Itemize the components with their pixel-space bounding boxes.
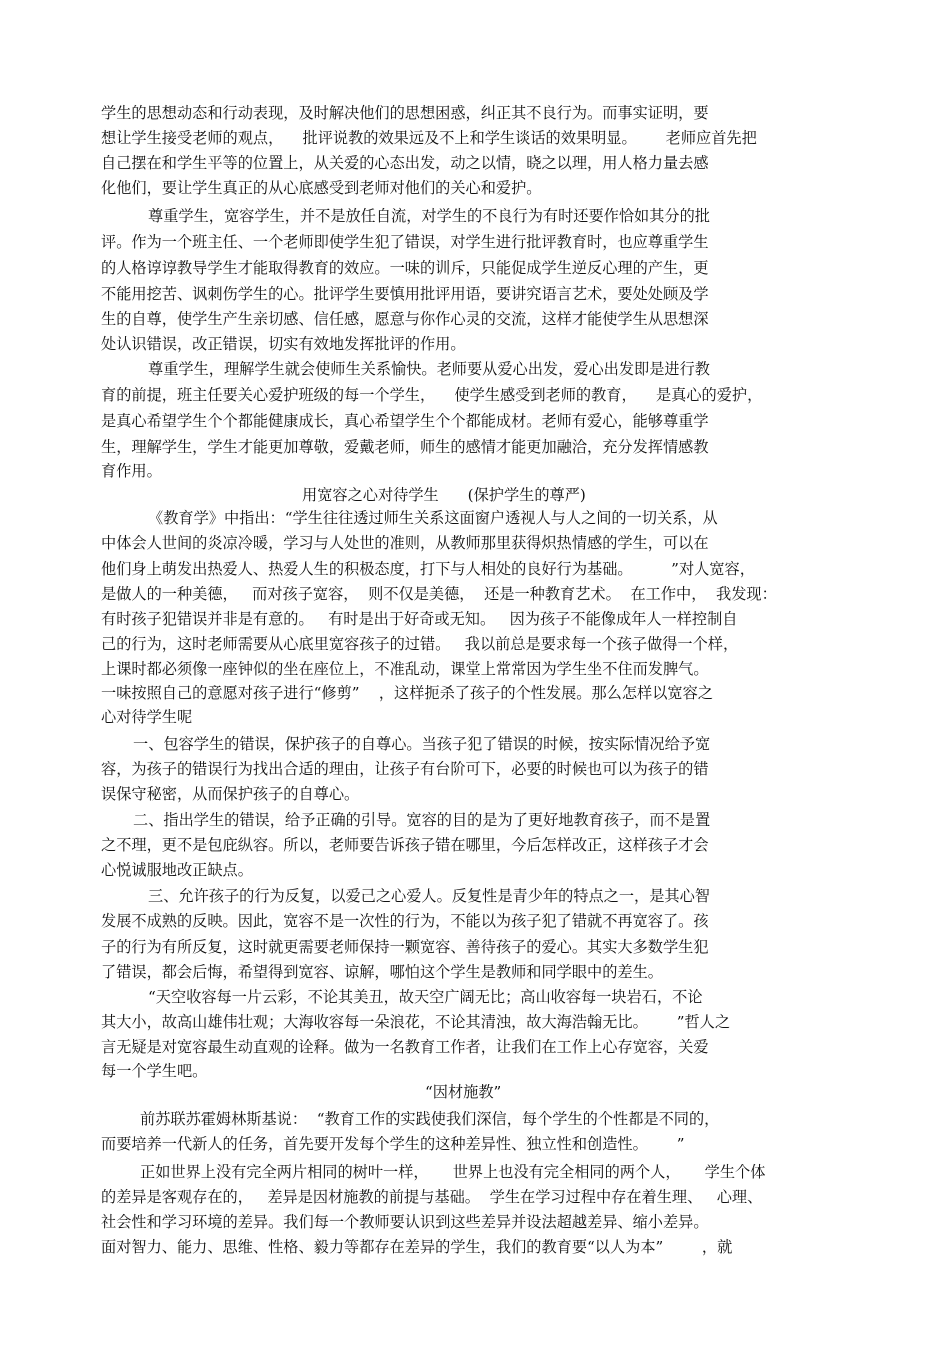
text-line: 己的行为，这时老师需要从心底里宽容孩子的过错。 我以前总是要求每一个孩子做得一个样， [101,635,739,653]
paragraph-first-line: “天空收容每一片云彩，不论其美丑，故天空广阔无比；高山收容每一块岩石，不论 [148,988,703,1006]
text-line: 不能用挖苦、讽刺伤学生的心。批评学生要慎用批评用语，要讲究语言艺术，要处处顾及学 [101,285,709,303]
section-heading: 用宽容之心对待学生 (保护学生的尊严) [302,486,586,504]
text-line: 每一个学生吧。 [101,1062,208,1080]
text-line: 其大小，故高山雄伟壮观；大海收容每一朵浪花，不论其清浊，故大海浩翰无比。 ”哲人之 [101,1013,731,1031]
text-line: 有时孩子犯错误并非是有意的。 有时是出于好奇或无知。 因为孩子不能像成年人一样控制自 [101,610,738,628]
paragraph-first-line: 正如世界上没有完全两片相同的树叶一样， 世界上也没有完全相同的两个人， 学生个体 [140,1163,766,1181]
text-line: 育的前提，班主任要关心爱护班级的每一个学生， 使学生感受到老师的教育， 是真心的爱护， [101,386,763,404]
text-line: 育作用。 [101,462,162,480]
text-line: 自己摆在和学生平等的位置上，从关爱的心态出发，动之以情，晓之以理，用人格力量去感 [101,154,709,172]
paragraph-first-line: 尊重学生，宽容学生，并不是放任自流，对学生的不良行为有时还要作恰如其分的批 [148,207,710,225]
text-line: 化他们，要让学生真正的从心底感受到老师对他们的关心和爱护。 [101,179,542,197]
text-line: 了错误，都会后悔，希望得到宽容、谅解，哪怕这个学生是教师和同学眼中的差生。 [101,963,663,981]
paragraph-first-line: 前苏联苏霍姆林斯基说： “教育工作的实践使我们深信，每个学生的个性都是不同的， [140,1110,720,1128]
text-line: 容，为孩子的错误行为找出合适的理由，让孩子有台阶可下，必要的时候也可以为孩子的错 [101,760,709,778]
paragraph-first-line: 尊重学生，理解学生就会使师生关系愉快。老师要从爱心出发，爱心出发即是进行教 [148,360,710,378]
text-line: 处认识错误，改正错误，切实有效地发挥批评的作用。 [101,335,466,353]
text-line: 想让学生接受老师的观点， 批评说教的效果远及不上和学生谈话的效果明显。 老师应首先把 [101,129,757,147]
text-line: 是做人的一种美德， 而对孩子宽容， 则不仅是美德， 还是一种教育艺术。 在工作中， 我发现： [101,585,777,603]
text-line: 面对智力、能力、思维、性格、毅力等都存在差异的学生，我们的教育要“以人为本” ，就 [101,1238,733,1256]
text-line: 心悦诚服地改正缺点。 [101,861,253,879]
text-line: 言无疑是对宽容最生动直观的诠释。做为一名教育工作者，让我们在工作上心存宽容，关爱 [101,1038,709,1056]
text-line: 社会性和学习环境的差异。我们每一个教师要认识到这些差异并设法超越差异、缩小差异。 [101,1213,709,1231]
text-line: 评。作为一个班主任、一个老师即使学生犯了错误，对学生进行批评教育时，也应尊重学生 [101,233,709,251]
text-line: 而要培养一代新人的任务，首先要开发每个学生的这种差异性、独立性和创造性。 ” [101,1135,685,1153]
paragraph-first-line: 三、允许孩子的行为反复，以爱己之心爱人。反复性是青少年的特点之一，是其心智 [148,887,710,905]
text-line: 心对待学生呢 [101,708,193,726]
text-line: 发展不成熟的反映。因此，宽容不是一次性的行为，不能以为孩子犯了错就不再宽容了。孩 [101,912,709,930]
text-line: 上课时都必须像一座钟似的坐在座位上，不准乱动，课堂上常常因为学生坐不住而发脾气。 [101,660,709,678]
text-line: 的差异是客观存在的， 差异是因材施教的前提与基础。 学生在学习过程中存在着生理、 心理、 [101,1188,763,1206]
text-line: 的人格谆谆教导学生才能取得教育的效应。一味的训斥，只能促成学生逆反心理的产生，更 [101,259,709,277]
text-line: 一味按照自己的意愿对孩子进行“修剪” ，这样扼杀了孩子的个性发展。那么怎样以宽容之 [101,684,713,702]
paragraph-first-line: 二、指出学生的错误，给予正确的引导。宽容的目的是为了更好地教育孩子，而不是置 [133,811,711,829]
paragraph-first-line: 一、包容学生的错误，保护孩子的自尊心。当孩子犯了错误的时候，按实际情况给予宽 [133,735,711,753]
text-line: 是真心希望学生个个都能健康成长，真心希望学生个个都能成材。老师有爱心，能够尊重学 [101,412,709,430]
text-line: 生，理解学生，学生才能更加尊敬，爱戴老师，师生的感情才能更加融洽，充分发挥情感教 [101,438,709,456]
text-line: 子的行为有所反复，这时就更需要老师保持一颗宽容、善待孩子的爱心。其实大多数学生犯 [101,938,709,956]
text-line: 之不理，更不是包庇纵容。所以，老师要告诉孩子错在哪里，今后怎样改正，这样孩子才会 [101,836,709,854]
text-line: 误保守秘密，从而保护孩子的自尊心。 [101,785,360,803]
text-line: 生的自尊，使学生产生亲切感、信任感，愿意与你作心灵的交流，这样才能使学生从思想深 [101,310,709,328]
section-heading: “因材施教” [425,1083,502,1101]
text-line: 中体会人世间的炎凉冷暖，学习与人处世的准则，从教师那里获得炽热情感的学生，可以在 [101,534,709,552]
text-line: 学生的思想动态和行动表现，及时解决他们的思想困惑，纠正其不良行为。而事实证明，要 [101,104,709,122]
paragraph-first-line: 《教育学》中指出：“学生往往透过师生关系这面窗户透视人与人之间的一切关系，从 [148,509,718,527]
text-line: 他们身上萌发出热爱人、热爱人生的积极态度，打下与人相处的良好行为基础。 ”对人宽容， [101,560,755,578]
